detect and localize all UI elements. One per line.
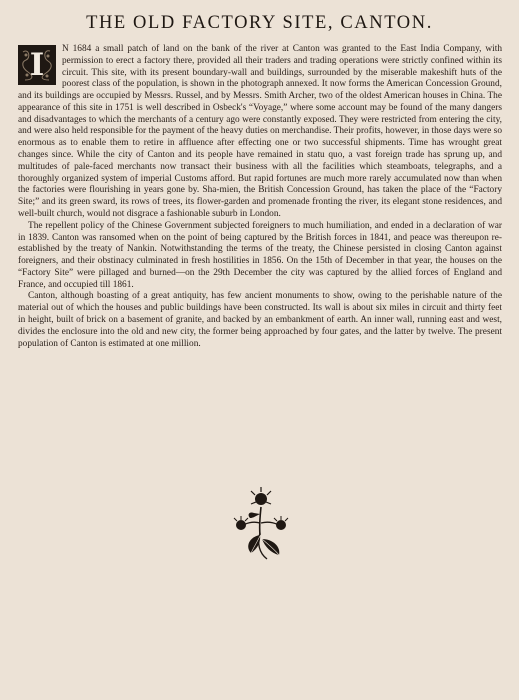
article-body bbox=[18, 44, 502, 350]
paragraph-2: The repellent policy of the Chinese Government subjected foreigners to much humiliation, and ended in a declaration of war in 1839. Canton was ransomed when on the point of being captured by the British forces in 1841, and peace was thereupon re-established by the treaty of Nankin. Notwithstanding the terms of the treaty, the Chinese persisted in closing Canton against foreigners, and their obstinacy culminated in fresh hostilities in 1856. On the 15th of December in that year, the houses on the “Factory Site” were pillaged and burned—on the 29th December the city was captured by the allied forces of England and France, and occupied till 1861. bbox=[18, 220, 502, 290]
ornamental-initial bbox=[18, 45, 56, 85]
page-title: THE OLD FACTORY SITE, CANTON. bbox=[86, 13, 433, 33]
floral-ornament-icon bbox=[229, 487, 293, 563]
paragraph-3: Canton, although boasting of a great antiquity, has few ancient monuments to show, owing to the perishable nature of the material out of which the houses and public buildings have been constructed. Its wall is about six miles in circuit and thirty feet in height, built of brick on a basement of granite, and backed by an embankment of earth. An inner wall, running east and west, divides the enclosure into the old and new city, the former being approached by four gates, and the latter by twelve. The present population of Canton is estimated at one million. bbox=[18, 291, 502, 349]
paragraph-1 bbox=[18, 44, 502, 221]
initial-letter: I bbox=[29, 47, 45, 83]
paragraph-1-text: N 1684 a small patch of land on the bank of the river at Canton was granted to the East India Company, with permission to erect a factory there, provided all their traders and trading operations were strictly confined within its circuit. This site, with its present boundary-wall and buildings, surrounded by the miserable makeshift huts of the poorest class of the population, is shown in the photograph annexed. It now forms the American Concession Ground, and its buildings are occupied by Messrs. Russel, and by Messrs. Smith Archer, two of the oldest American houses in China. The appearance of this site in 1751 is well described in Osbeck's “Voyage,” where some account may be found of the many dangers and disadvantages to which the merchants of a century ago were constantly exposed. They were restricted from entering the city, and were also held responsible for the payment of the heavy duties on merchandise. Their profits, however, in those days were so enormous as to enable them to retire in affluence after effecting one or two successful shipments. Time has wrought great changes since. While the city of Canton and its people have remained in statu quo, a vast foreign trade has sprung up, and multitudes of pale-faced merchants now transact their business with all the facilities which steamboats, telegraphs, and a thoroughly organized system of imperial Customs afford. But rapid fortunes are much more rarely accumulated now than when the factories were flourishing in years gone by. Sha-mien, the British Concession Ground, has taken the place of the “Factory Site;” and its green sward, its rows of trees, its flower-garden and promenade fronting the river, its elegant stone residences, and well-built church, would not disgrace a fashionable suburb in London. bbox=[18, 44, 502, 219]
